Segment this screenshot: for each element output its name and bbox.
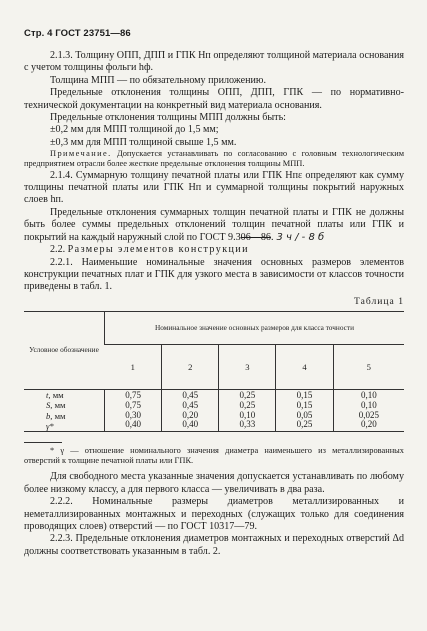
paragraph-tolerances-mpp: Предельные отклонения толщины МПП должны быть: — [50, 112, 286, 124]
note-text: Допускается устанавливать по согласованию с головным технологическим предприятием отрасли более жесткие предельные отклонения толщины МПП. — [24, 149, 405, 169]
footnote-rule — [24, 442, 62, 443]
footnote: * γ — отношение номинального значения диаметра наименьшего из металлизированных отверстий к толщине печатной платы или ГПК. — [24, 445, 404, 466]
table-row-labels: t, мм S, мм b, мм γ* — [24, 390, 105, 432]
table-header-class-3: 3 — [219, 345, 276, 390]
paragraph-mpp-thickness: Толщина МПП — по обязательному приложению. — [50, 74, 266, 86]
table-header-class-5: 5 — [333, 345, 404, 390]
table-header-designation: Условное обозначение — [24, 312, 105, 390]
table-caption: Таблица 1 — [353, 295, 404, 307]
paragraph-2-2-2: 2.2.2. Номинальные размеры диаметров металлизированных и неметаллизированных монтажных и переходных (служащих только для соединения проводящих слоев) отверстий — по ГОСТ 10317—79. — [24, 496, 404, 532]
table-header-group: Номинальное значение основных размеров для класса точности — [105, 312, 405, 345]
page-header: Стр. 4 ГОСТ 23751—86 — [24, 28, 131, 39]
section-heading-title: Размеры элементов конструкции — [67, 244, 249, 256]
paragraph-2-2-3: 2.2.3. Предельные отклонения диаметров монтажных и переходных отверстий Δd должны соответствовать указанным в табл. 2. — [24, 533, 404, 557]
paragraph-total-tolerances-text: Предельные отклонения суммарных толщин печатной платы и ГПК не должны быть более суммы предельных отклонений толщин печатной платы или ГПК и покрытий на каждый наружный слой по ГОСТ 9.3 — [24, 206, 404, 243]
paragraph-total-tolerances-end: . — [270, 231, 274, 243]
section-heading-number: 2.2. — [50, 244, 66, 256]
tolerance-item-1: ±0,2 мм для МПП толщиной до 1,5 мм; — [50, 124, 219, 136]
document-body — [24, 50, 404, 558]
paragraph-2-1-3: 2.1.3. Толщину ОПП, ДПП и ГПК Hп определяют толщиной материала основания с учетом толщины фольги hф. — [24, 50, 404, 74]
table-row — [24, 390, 404, 432]
table-cells-class-4: 0,15 0,15 0,05 0,25 — [276, 390, 333, 432]
tolerance-item-2: ±0,3 мм для МПП толщиной свыше 1,5 мм. — [50, 136, 237, 148]
paragraph-2-2-1: 2.2.1. Наименьшие номинальные значения основных размеров элементов конструкции печатных плат и ГПК для узкого места в зависимости от классов точности приведены в табл. 1. — [24, 256, 404, 293]
table-header-class-1: 1 — [105, 345, 162, 390]
table-1 — [24, 311, 404, 432]
table-header-class-2: 2 — [162, 345, 219, 390]
paragraph-free-area: Для свободного места указанные значения допускается устанавливать по любому более низкому классу, а для первого класса — увеличивать в два раза. — [24, 471, 404, 495]
handwritten-note: 3 ч / - 8 б — [276, 231, 325, 243]
paragraph-total-tolerances — [24, 207, 404, 244]
table-cells-class-1: 0,75 0,75 0,30 0,40 — [105, 390, 162, 432]
table-cells-class-5: 0,10 0,10 0,025 0,20 — [333, 390, 404, 432]
paragraph-tolerances-opp: Предельные отклонения толщины ОПП, ДПП, ГПК — по нормативно-технической документации на конкретный вид материала основания. — [24, 87, 404, 111]
paragraph-2-1-4: 2.1.4. Суммарную толщину печатной платы или ГПК Hпε определяют как сумму толщины печатной платы или ГПК Hп и суммарной толщины покрытий наружных слоев hп. — [24, 169, 404, 206]
section-heading — [24, 244, 404, 256]
table-cells-class-3: 0,25 0,25 0,10 0,33 — [219, 390, 276, 432]
struck-year: 06—86 — [240, 231, 271, 243]
note-label: Примечание. — [50, 149, 112, 159]
table-cells-class-2: 0,45 0,45 0,20 0,40 — [162, 390, 219, 432]
table-header-class-4: 4 — [276, 345, 333, 390]
note — [24, 149, 404, 169]
